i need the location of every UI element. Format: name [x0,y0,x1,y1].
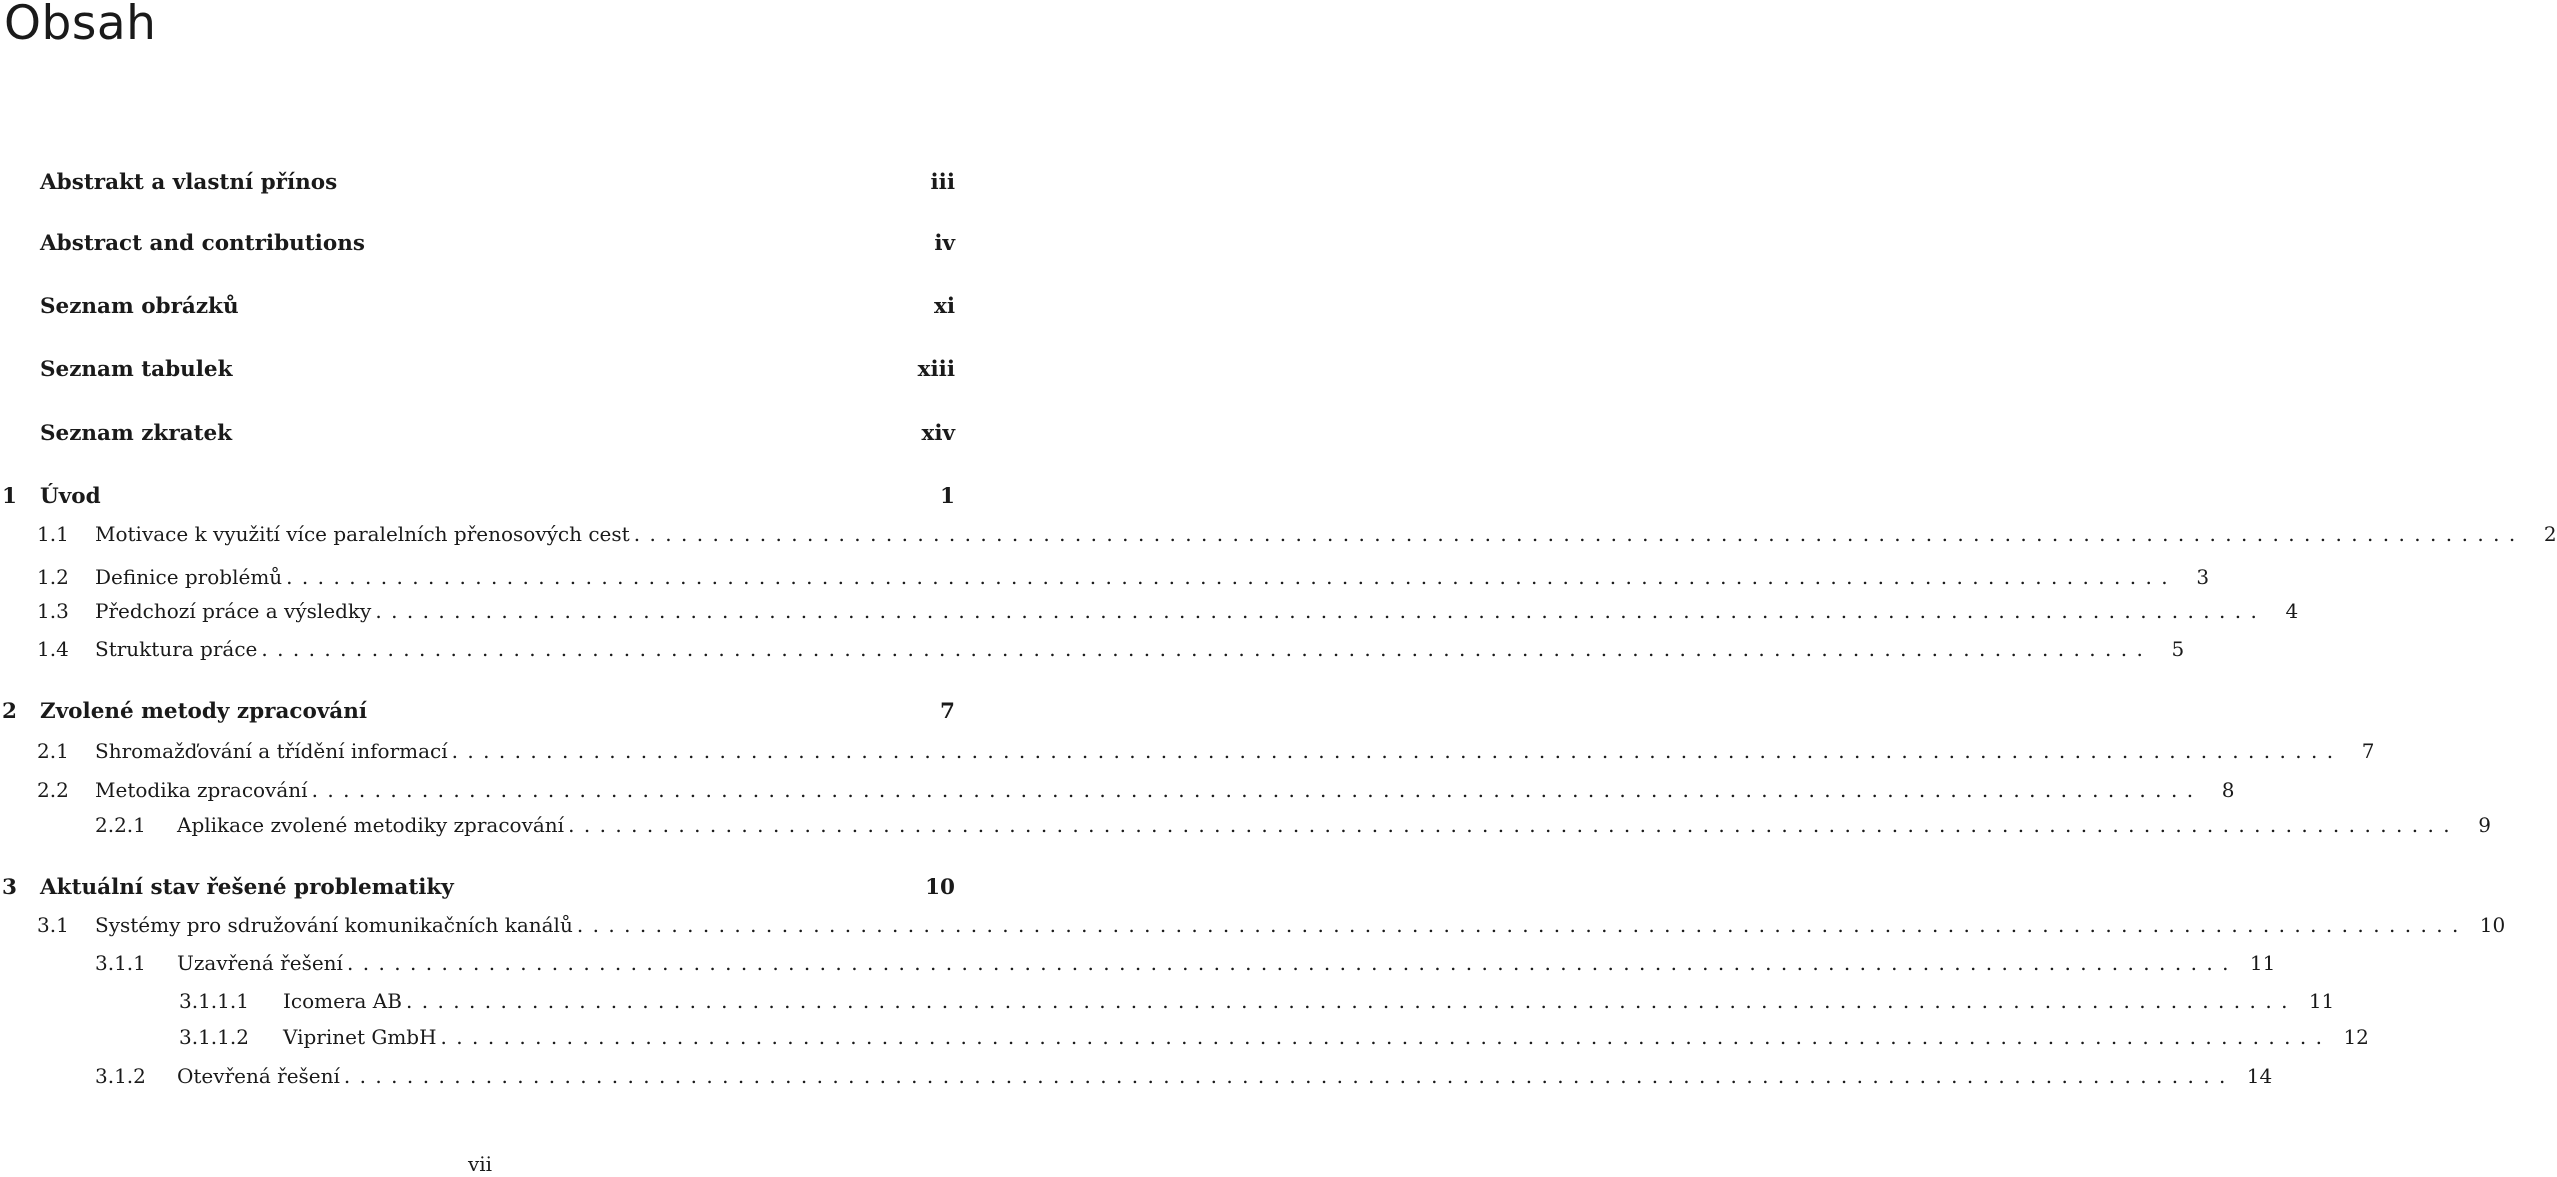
toc-entry-line [37,632,2185,666]
toc-entry-title: Metodika zpracování [95,778,308,802]
toc-entry-number: 3.1.1.1 [179,989,249,1013]
toc-entry-title: Seznam obrázků [40,293,239,319]
toc-entry-line [40,165,955,199]
toc-entry-line [37,734,2375,768]
toc-entry-title: Systémy pro sdružování komunikačních kanálů [95,913,573,937]
toc-dot-leader: ........................................................................................................................ [346,951,2238,975]
toc-entry-line [40,226,955,260]
toc-entry-title: Seznam tabulek [40,356,233,382]
toc-dot-leader: ........................................................................................................................ [576,913,2468,937]
toc-dot-leader: ........................................................................................................................ [261,637,2153,661]
page-number: vii [467,1152,493,1176]
toc-dot-leader: ........................................................................................................................ [633,522,2525,546]
toc-entry[interactable] [0,1020,2369,1054]
toc-entry-number: 1.2 [37,565,69,589]
toc-dot-leader: ........................................................................................................................ [405,989,2297,1013]
toc-entry-page: 4 [2285,599,2299,623]
toc-entry-title: Seznam zkratek [40,420,233,446]
toc-entry-number: 3.1.1 [95,951,146,975]
toc-entry-line [37,908,2506,942]
toc-entry-line [2,870,955,904]
toc-entry[interactable] [0,560,2210,594]
toc-entry[interactable] [0,632,2185,666]
toc-entry-line [40,352,955,386]
toc-entry[interactable] [0,479,960,513]
toc-entry-line [40,289,955,323]
toc-entry[interactable] [0,517,2557,551]
toc-entry-page: xiii [917,356,955,382]
toc-entry-title: Abstrakt a vlastní přínos [40,169,338,195]
toc-entry-line [2,479,955,513]
toc-entry-number: 2.2.1 [95,813,146,837]
toc-entry[interactable] [0,1059,2273,1093]
toc-entry-number: 1 [2,483,17,509]
toc-entry-page: 3 [2196,565,2210,589]
toc-entry-title: Struktura práce [95,637,258,661]
toc-entry-page: iv [934,230,955,256]
toc-dot-leader: ........................................................................................................................ [375,599,2267,623]
toc-entry[interactable] [0,352,960,386]
toc-entry-line [95,808,2491,842]
toc-entry[interactable] [0,773,2235,807]
toc-entry-page: 10 [925,874,955,900]
toc-entry-line [95,946,2276,980]
toc-entry-page: 2 [2543,522,2557,546]
toc-entry-page: 11 [2249,951,2276,975]
toc-entry-line [95,1059,2273,1093]
toc-entry[interactable] [0,870,960,904]
toc-entry-line [179,984,2335,1018]
toc-entry-line [37,594,2299,628]
toc-entry-title: Shromažďování a třídění informací [95,739,448,763]
toc-entry-title: Úvod [40,483,101,509]
toc-entry-title: Viprinet GmbH [283,1025,437,1049]
toc-entry-number: 1.3 [37,599,69,623]
toc-entry-number: 2.1 [37,739,69,763]
toc-entry-title: Otevřená řešení [177,1064,340,1088]
toc-entry-title: Icomera AB [283,989,402,1013]
toc-entry-page: 7 [2361,739,2375,763]
toc-entry-number: 2.2 [37,778,69,802]
toc-entry[interactable] [0,289,960,323]
toc-entry-number: 1.4 [37,637,69,661]
toc-entry[interactable] [0,808,2491,842]
toc-entry[interactable] [0,416,960,450]
toc-entry-page: 9 [2478,813,2491,837]
toc-entry-title: Aplikace zvolené metodiky zpracování [177,813,565,837]
toc-entry[interactable] [0,694,960,728]
toc-entry-number: 3.1.2 [95,1064,146,1088]
toc-entry[interactable] [0,908,2506,942]
toc-entry-title: Předchozí práce a výsledky [95,599,372,623]
toc-entry-page: xiv [921,420,955,446]
toc-entry-page: 5 [2171,637,2185,661]
toc-entry-title: Abstract and contributions [40,230,365,256]
toc-dot-leader: ........................................................................................................................ [440,1025,2332,1049]
toc-dot-leader: ........................................................................................................................ [451,739,2343,763]
toc-entry-line [40,416,955,450]
toc-entry[interactable] [0,946,2276,980]
toc-entry-title: Motivace k využití více paralelních přenosových cest [95,522,630,546]
toc-entry-page: 11 [2308,989,2335,1013]
toc-entry-line [2,694,955,728]
toc-entry-number: 3.1.1.2 [179,1025,249,1049]
toc-dot-leader: ........................................................................................................................ [311,778,2203,802]
toc-entry[interactable] [0,226,960,260]
toc-entry-number: 2 [2,698,17,724]
toc-entry-line [37,560,2210,594]
toc-dot-leader: ........................................................................................................................ [286,565,2178,589]
toc-entry-line [179,1020,2369,1054]
toc-entry[interactable] [0,984,2335,1018]
toc-entry[interactable] [0,165,960,199]
toc-entry-number: 3 [2,874,17,900]
toc-entry-number: 3.1 [37,913,69,937]
toc-entry-line [37,517,2557,551]
toc-entry[interactable] [0,734,2375,768]
toc-entry-page: iii [930,169,955,195]
toc-entry-title: Aktuální stav řešené problematiky [40,874,454,900]
page-title: Obsah [4,0,157,51]
toc-dot-leader: ........................................................................................................................ [343,1064,2235,1088]
toc-entry-title: Zvolené metody zpracování [40,698,368,724]
toc-entry-title: Uzavřená řešení [177,951,343,975]
toc-entry-page: 1 [940,483,955,509]
toc-entry-page: 10 [2479,913,2506,937]
toc-entry-page: 7 [940,698,955,724]
toc-entry-title: Definice problémů [95,565,283,589]
toc-entry-number: 1.1 [37,522,69,546]
toc-entry-page: xi [934,293,955,319]
toc-entry[interactable] [0,594,2299,628]
toc-entry-line [37,773,2235,807]
toc-dot-leader: ........................................................................................................................ [568,813,2459,837]
toc-entry-page: 12 [2343,1025,2369,1049]
toc-entry-page: 8 [2221,778,2235,802]
toc-entry-page: 14 [2246,1064,2273,1088]
